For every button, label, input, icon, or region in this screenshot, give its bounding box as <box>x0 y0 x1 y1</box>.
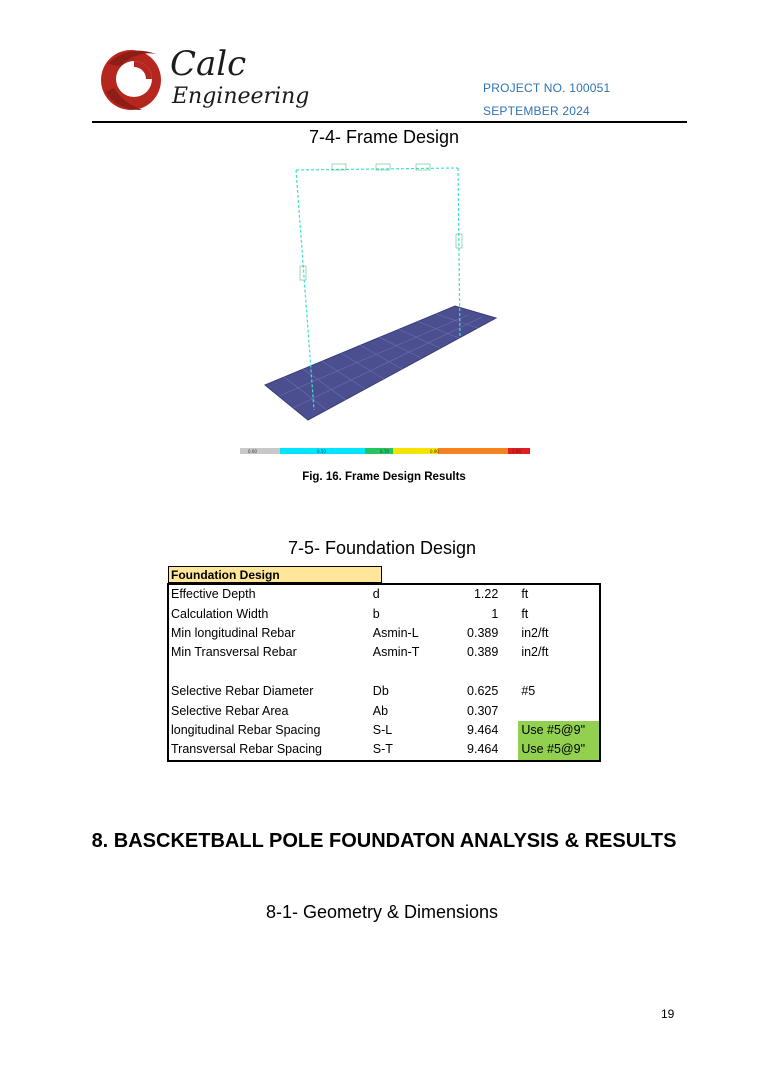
logo-text-calc: Calc <box>170 44 247 84</box>
row-unit: in2/ft <box>521 625 549 640</box>
scale-label-0: 0.00 <box>248 449 257 454</box>
frame-design-figure <box>230 158 535 458</box>
table-row <box>168 584 600 604</box>
row-symbol: Asmin-L <box>372 625 419 640</box>
row-value: 0.389 <box>467 645 499 660</box>
table-row <box>168 701 600 720</box>
row-label: Selective Rebar Area <box>171 703 289 718</box>
page-number: 19 <box>661 1007 675 1021</box>
row-value: 0.389 <box>467 625 499 640</box>
row-label <box>168 663 373 682</box>
frame-design-heading: 7-4- Frame Design <box>308 127 460 147</box>
row-symbol: S-L <box>372 722 393 737</box>
row-unit: Use #5@9" <box>518 740 600 760</box>
row-value: 9.464 <box>467 722 499 737</box>
scale-label-1: 0.50 <box>317 449 326 454</box>
project-date: SEPTEMBER 2024 <box>483 104 590 118</box>
table-row <box>168 721 600 740</box>
row-symbol: Asmin-T <box>372 645 420 660</box>
scale-label-2: 0.70 <box>380 449 389 454</box>
table-row <box>168 740 600 760</box>
table-row <box>168 643 600 662</box>
logo-text-engineering: Engineering <box>172 84 310 109</box>
foundation-table-title: Foundation Design <box>168 566 382 583</box>
table-row <box>168 604 600 623</box>
table-row <box>168 624 600 643</box>
table-row <box>168 682 600 701</box>
row-label: Effective Depth <box>171 587 256 602</box>
scale-label-4: 1.00 <box>512 449 521 454</box>
row-unit: #5 <box>521 684 536 699</box>
row-label: Min longitudinal Rebar <box>171 625 296 640</box>
foundation-table <box>167 583 601 762</box>
row-label: longitudinal Rebar Spacing <box>171 722 321 737</box>
section-8-heading: 8. BASCKETBALL POLE FOUNDATON ANALYSIS & RESULTS <box>91 830 677 852</box>
project-number: PROJECT NO. 100051 <box>483 81 611 95</box>
row-label: Selective Rebar Diameter <box>171 684 314 699</box>
foundation-design-heading: 7-5- Foundation Design <box>287 538 477 558</box>
table-row <box>168 663 600 682</box>
row-label: Transversal Rebar Spacing <box>171 742 322 757</box>
geometry-heading: 8-1- Geometry & Dimensions <box>265 902 499 922</box>
row-unit <box>518 701 600 720</box>
row-label: Min Transversal Rebar <box>171 645 297 660</box>
row-value: 1 <box>491 606 499 621</box>
row-unit <box>518 663 600 682</box>
row-unit: Use #5@9" <box>518 721 600 740</box>
row-symbol: d <box>372 587 380 602</box>
header-divider <box>92 121 687 123</box>
row-value: 0.307 <box>467 703 499 718</box>
row-value <box>432 663 519 682</box>
scale-label-3: 0.90 <box>430 449 439 454</box>
row-value: 9.464 <box>467 742 499 757</box>
figure-caption: Fig. 16. Frame Design Results <box>302 471 466 483</box>
row-symbol: S-T <box>372 742 393 757</box>
row-symbol: Ab <box>372 703 389 718</box>
row-value: 0.625 <box>467 684 499 699</box>
row-unit: ft <box>521 606 529 621</box>
row-label: Calculation Width <box>171 606 269 621</box>
row-symbol <box>373 663 432 682</box>
row-symbol: b <box>372 606 380 621</box>
logo-swirl-icon <box>98 44 168 114</box>
row-unit: in2/ft <box>521 645 549 660</box>
row-symbol: Db <box>372 684 389 699</box>
row-value: 1.22 <box>473 587 499 602</box>
row-unit: ft <box>521 587 529 602</box>
